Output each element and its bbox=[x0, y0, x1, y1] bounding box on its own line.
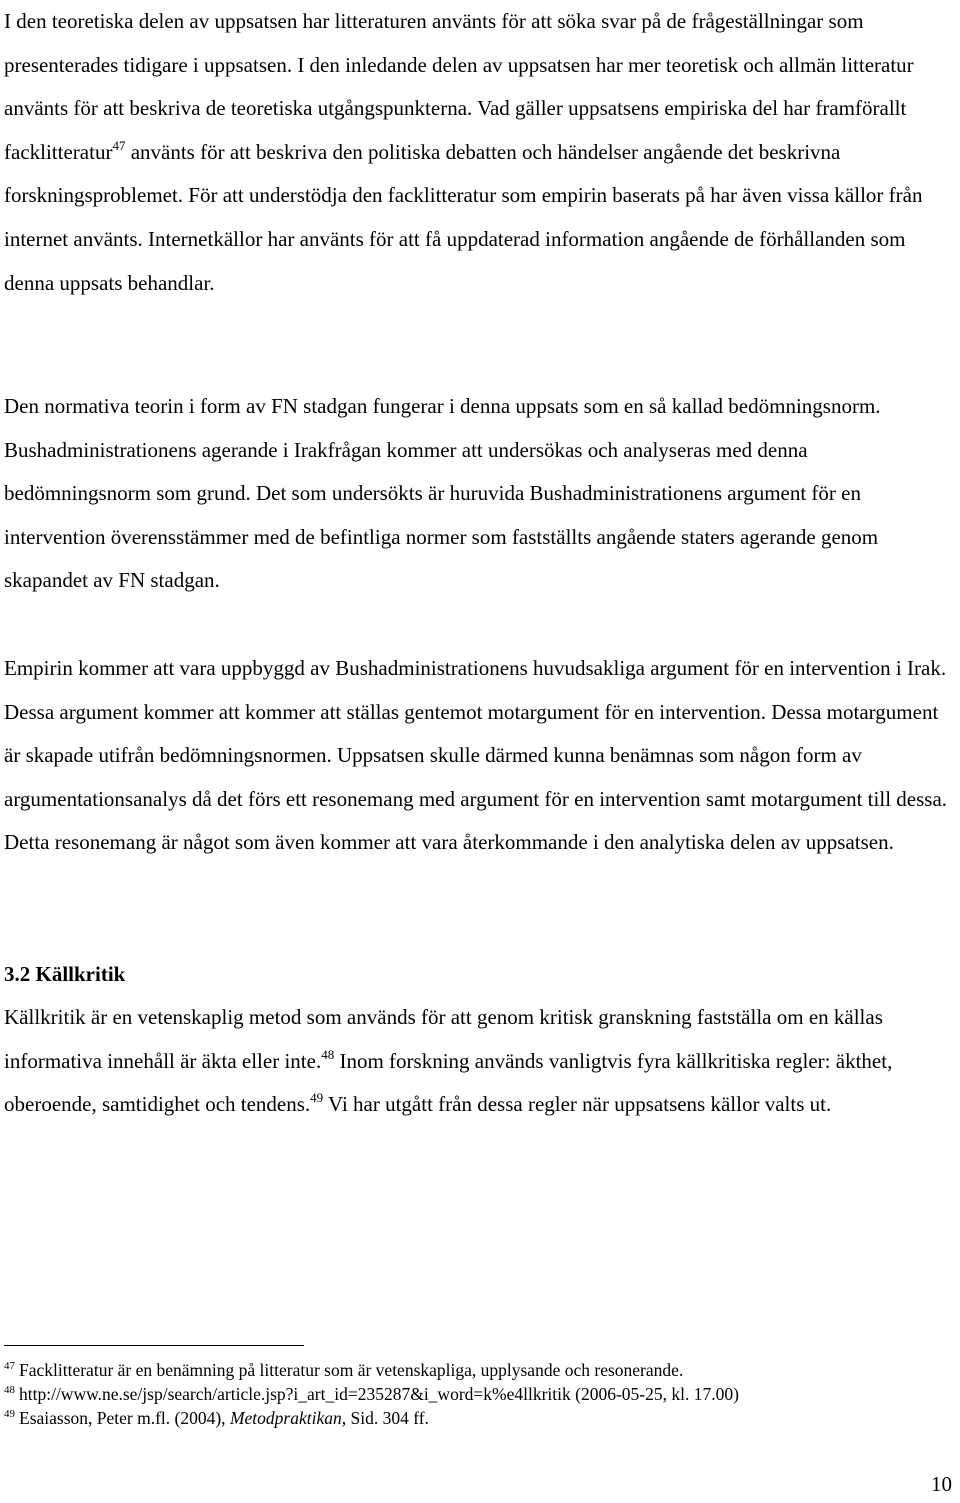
paragraph-empirical-structure: Empirin kommer att vara uppbyggd av Bushadministrationens huvudsakliga argument för en intervention i Irak. Dessa argument kommer att kommer att ställas gentemot motargument för en intervention. Dessa motargument är skapade utifrån bedömningsnormen. Uppsatsen skulle därmed kunna benämnas som någon form av argumentationsanalys då det förs ett resonemang med argument för en intervention samt motargument till dessa. Detta resonemang är något som även kommer att vara återkommande i den analytiska delen av uppsatsen. bbox=[4, 656, 948, 855]
footnote-number: 49 bbox=[4, 1408, 15, 1420]
footnote-book-title: Metodpraktikan bbox=[229, 1408, 342, 1428]
paragraph-literature bbox=[4, 0, 956, 305]
footnote-text: Facklitteratur är en benämning på litteratur som är vetenskapliga, upplysande och resonerande. bbox=[19, 1360, 684, 1380]
paragraph-text: Källkritik är en vetenskaplig metod som används för att genom kritisk granskning fastställa om en källas informativa innehåll är äkta eller inte. bbox=[4, 1005, 883, 1073]
footnote-number: 48 bbox=[4, 1384, 15, 1396]
footnote-ref-48[interactable]: 48 bbox=[321, 1046, 335, 1062]
paragraph-source-criticism bbox=[4, 996, 956, 1127]
footnote-text: Esaiasson, Peter m.fl. (2004), bbox=[19, 1408, 230, 1428]
paragraph-text: använts för att beskriva den politiska debatten och händelser angående det beskrivna forskningsproblemet. För att understödja den facklitteratur som empirin baserats på har även vissa källor från internet använts. Internetkällor har använts för att få uppdaterad information angående de förhållanden som denna uppsats behandlar. bbox=[4, 139, 923, 295]
footnote-ref-49[interactable]: 49 bbox=[310, 1090, 324, 1106]
paragraph-text: Vi har utgått från dessa regler när uppsatsens källor valts ut. bbox=[323, 1092, 832, 1117]
paragraph-normative-theory: Den normativa teorin i form av FN stadgan fungerar i denna uppsats som en så kallad bedömningsnorm. Bushadministrationens agerande i Irakfrågan kommer att undersökas och analyseras med denna bedömningsnorm som grund. Det som undersökts är huruvida Bushadministrationens argument för en intervention överensstämmer med de befintliga normer som fastställts angående staters agerande genom skapandet av FN stadgan. bbox=[4, 394, 881, 593]
footnote-47 bbox=[4, 1358, 956, 1382]
footnotes bbox=[4, 1358, 956, 1430]
footnote-48 bbox=[4, 1382, 956, 1406]
page-number: 10 bbox=[931, 1472, 952, 1496]
footnote-49 bbox=[4, 1406, 956, 1430]
footnote-link[interactable]: http://www.ne.se/jsp/search/article.jsp?i_art_id=235287&i_word=k%e4llkritik (2006-05-25, kl. 17.00) bbox=[19, 1384, 739, 1404]
footnote-text: , Sid. 304 ff. bbox=[341, 1408, 429, 1428]
footnote-ref-47[interactable]: 47 bbox=[112, 137, 126, 153]
paragraph-text: Inom forskning används vanligtvis fyra källkritiska regler: äkthet, oberoende, samtidighet och tendens. bbox=[4, 1048, 893, 1117]
footnote-separator bbox=[4, 1345, 304, 1346]
paragraph-text: I den teoretiska delen av uppsatsen har litteraturen använts för att söka svar på de frågeställningar som presenterades tidigare i uppsatsen. I den inledande delen av uppsatsen har mer teoretisk och allmän litteratur använts för att beskriva de teoretiska utgångspunkterna. Vad gäller uppsatsens empiriska del har framförallt facklitteratur bbox=[4, 9, 914, 164]
footnote-number: 47 bbox=[4, 1360, 15, 1372]
section-heading: 3.2 Källkritik bbox=[4, 962, 126, 986]
